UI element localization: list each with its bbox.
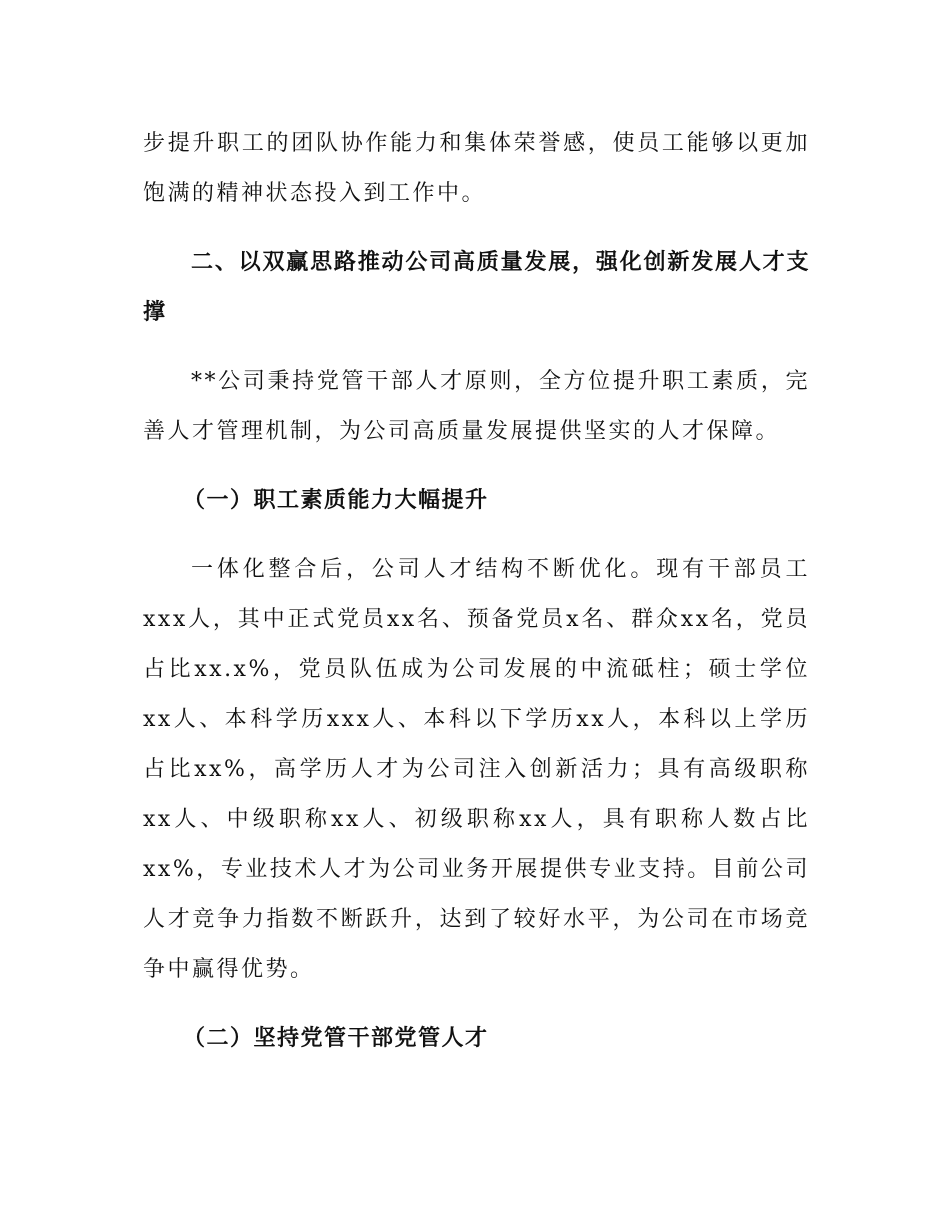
subsection-heading-2: （二）坚持党管干部党管人才 [183, 1026, 489, 1051]
document-body [143, 119, 810, 1064]
paragraph-continuation: 步提升职工的团队协作能力和集体荣誉感，使员工能够以更加饱满的精神状态投入到工作中。 [143, 131, 810, 206]
paragraph-intro: **公司秉持党管干部人才原则，全方位提升职工素质，完善人才管理机制，为公司高质量发展提供坚实的人才保障。 [143, 369, 810, 444]
subsection-heading-1: （一）职工素质能力大幅提升 [183, 488, 489, 513]
paragraph-talent-structure: 一体化整合后，公司人才结构不断优化。现有干部员工xxx人，其中正式党员xx名、预备党员x名、群众xx名，党员占比xx.x%，党员队伍成为公司发展的中流砥柱；硕士学位xx人、本科学历xxx人、本科以下学历xx人，本科以上学历占比xx%，高学历人才为公司注入创新活力；具有高级职称xx人、中级职称xx人、初级职称xx人，具有职称人数占比xx%，专业技术人才为公司业务开展提供专业支持。目前公司人才竞争力指数不断跃升，达到了较好水平，为公司在市场竞争中赢得优势。 [143, 557, 810, 982]
section-heading-2: 二、以双赢思路推动公司高质量发展，强化创新发展人才支撑 [143, 250, 810, 325]
